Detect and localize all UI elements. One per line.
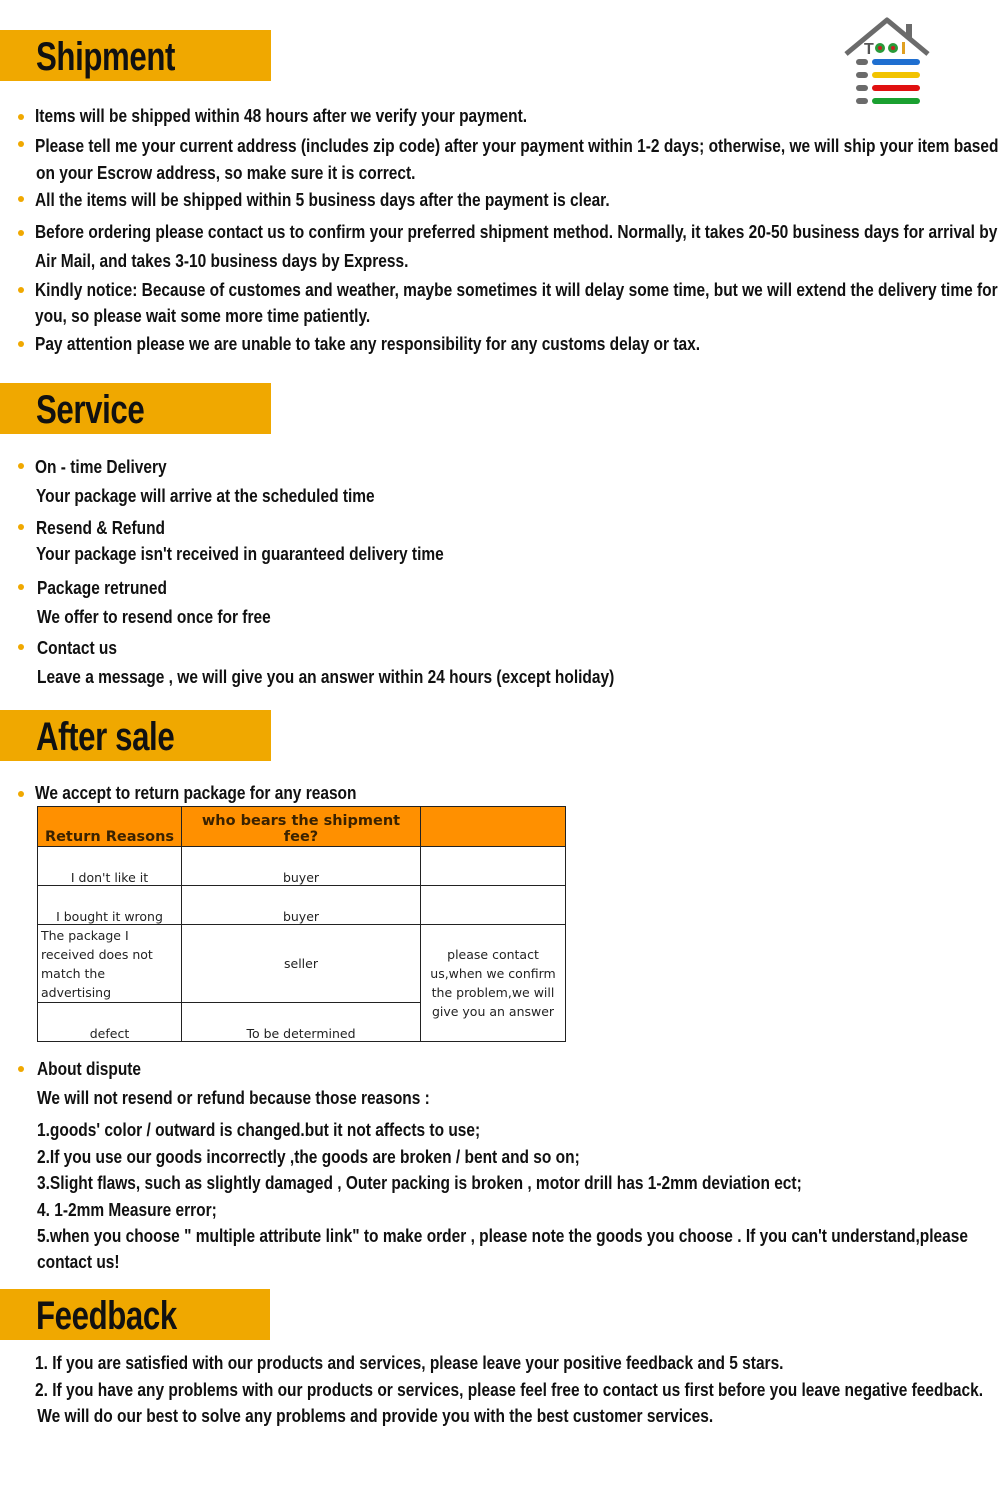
- table-row: [38, 886, 566, 925]
- table-row: [38, 925, 566, 1003]
- after-sale-banner: [0, 710, 271, 761]
- table-header-row: [38, 807, 566, 847]
- reason-cell: I don't like it: [38, 847, 182, 886]
- bullet-icon: [18, 1066, 24, 1072]
- payer-cell: To be determined: [182, 1003, 421, 1042]
- reason-cell: The package I received does not match the advertising: [38, 925, 182, 1003]
- tool-house-logo-icon: [842, 14, 932, 110]
- svg-text:T: T: [864, 41, 874, 58]
- shipment-item: Kindly notice: Because of customes and weather, maybe sometimes it will delay some time, but we will extend the delivery time for: [35, 280, 998, 300]
- service-detail: Leave a message , we will give you an answer within 24 hours (except holiday): [37, 667, 615, 687]
- bullet-icon: [18, 287, 24, 293]
- shipment-item: Please tell me your current address (includes zip code) after your payment within 1-2 days; otherwise, we will ship your item based: [35, 136, 999, 156]
- reason-cell: I bought it wrong: [38, 886, 182, 925]
- service-heading: Resend & Refund: [36, 518, 166, 538]
- dispute-subheading: We will not resend or refund because those reasons :: [37, 1088, 430, 1108]
- dispute-reason: 5.when you choose " multiple attribute link" to make order , please note the goods you choose . If you can't understand,please: [37, 1226, 969, 1246]
- bullet-icon: [18, 644, 24, 650]
- table-row: [38, 847, 566, 886]
- dispute-reason-cont: contact us!: [37, 1252, 120, 1272]
- dispute-reason: 1.goods' color / outward is changed.but it not affects to use;: [37, 1120, 481, 1140]
- shipment-item: Pay attention please we are unable to take any responsibility for any customs delay or tax.: [35, 334, 701, 354]
- payer-cell: seller: [182, 925, 421, 1003]
- shipment-item-cont: on your Escrow address, so make sure it is correct.: [36, 163, 416, 183]
- service-banner: [0, 383, 271, 434]
- service-heading: On - time Delivery: [35, 457, 167, 477]
- dispute-reason: 4. 1-2mm Measure error;: [37, 1200, 217, 1220]
- header-shipment-fee: who bears the shipment fee?: [182, 807, 421, 847]
- bullet-icon: [18, 791, 24, 797]
- dispute-reason: 2.If you use our goods incorrectly ,the goods are broken / bent and so on;: [37, 1147, 580, 1167]
- bullet-icon: [18, 196, 24, 202]
- bullet-icon: [18, 114, 24, 120]
- payer-cell: buyer: [182, 886, 421, 925]
- bullet-icon: [18, 463, 24, 469]
- shipment-title: Shipment: [36, 35, 176, 79]
- shipment-item: Items will be shipped within 48 hours after we verify your payment.: [35, 106, 528, 126]
- note-cell-empty: [421, 847, 566, 886]
- return-policy-table: [37, 806, 566, 1042]
- shipment-item-cont: you, so please wait some more time patiently.: [35, 306, 371, 326]
- feedback-title: Feedback: [36, 1294, 177, 1338]
- feedback-line: 2. If you have any problems with our products or services, please feel free to contact us first before you leave negative feedback.: [35, 1380, 984, 1400]
- service-detail: We offer to resend once for free: [37, 607, 271, 627]
- feedback-banner: [0, 1289, 270, 1340]
- bullet-icon: [18, 524, 24, 530]
- payer-cell: buyer: [182, 847, 421, 886]
- reason-cell: defect: [38, 1003, 182, 1042]
- dispute-reason: 3.Slight flaws, such as slightly damaged , Outer packing is broken , motor drill has 1-2mm deviation ect;: [37, 1173, 802, 1193]
- service-detail: Your package isn't received in guaranteed delivery time: [36, 544, 444, 564]
- bullet-icon: [18, 141, 24, 147]
- service-heading: Package retruned: [37, 578, 167, 598]
- service-title: Service: [36, 388, 145, 432]
- feedback-line: We will do our best to solve any problems and provide you with the best customer services.: [33, 1406, 714, 1426]
- feedback-line: 1. If you are satisfied with our products and services, please leave your positive feedback and 5 stars.: [35, 1353, 784, 1373]
- note-cell-empty: [421, 886, 566, 925]
- after-sale-intro: We accept to return package for any reason: [35, 783, 357, 803]
- header-empty: [421, 807, 566, 847]
- shipment-banner: [0, 30, 271, 81]
- service-detail: Your package will arrive at the scheduled time: [36, 486, 375, 506]
- service-heading: Contact us: [37, 638, 117, 658]
- shipment-item: Before ordering please contact us to confirm your preferred shipment method. Normally, it takes 20-50 business days for arrival by: [35, 222, 998, 242]
- header-return-reasons: Return Reasons: [38, 807, 182, 847]
- shipment-item-cont: Air Mail, and takes 3-10 business days by Express.: [35, 251, 409, 271]
- bullet-icon: [18, 230, 24, 236]
- bullet-icon: [18, 341, 24, 347]
- dispute-heading: About dispute: [37, 1059, 142, 1079]
- after-sale-title: After sale: [36, 715, 175, 759]
- note-cell: please contact us,when we confirm the problem,we will give you an answer: [421, 925, 566, 1042]
- bullet-icon: [18, 584, 24, 590]
- shipment-item: All the items will be shipped within 5 business days after the payment is clear.: [35, 190, 610, 210]
